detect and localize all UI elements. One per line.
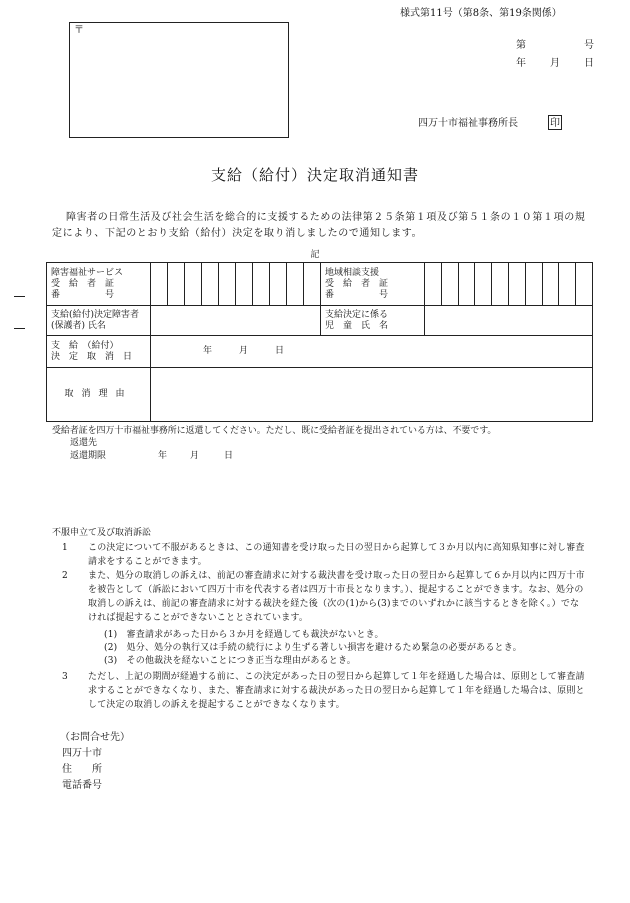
- appeal-heading: 不服申立て及び取消訴訟: [52, 528, 152, 538]
- label-line: 地域相談支援: [325, 267, 380, 278]
- contact-address-label: 住 所: [62, 764, 102, 775]
- intro-paragraph: 障害者の日常生活及び社会生活を総合的に支援するための法律第２５条第１項及び第５１条の１０第１項の規定により、下記のとおり支給（給付）決定を取り消しましたので通知します。: [52, 212, 586, 239]
- return-deadline-label: 返還期限: [70, 451, 107, 461]
- person-name-field[interactable]: [151, 306, 321, 336]
- document-title: 支給（給付）決定取消通知書: [210, 166, 419, 184]
- reason-field[interactable]: [151, 368, 593, 422]
- label-line: 支給決定に係る: [325, 309, 389, 320]
- recipient-number-field[interactable]: [151, 263, 321, 306]
- date-month: 月: [550, 58, 560, 69]
- date-day: 日: [584, 58, 594, 69]
- appeal-sub-item: (2) 処分、処分の執行又は手続の続行により生ずる著しい損害を避けるため緊急の必要があるとき。: [104, 643, 522, 653]
- contact-phone-label: 電話番号: [62, 780, 102, 791]
- ki-heading: 記: [310, 250, 320, 260]
- label-line: 障害福祉サービス: [51, 267, 124, 278]
- cancel-date-label: [47, 336, 151, 368]
- consult-number-label: [321, 263, 425, 306]
- label-line: 決 定 取 消 日: [51, 351, 133, 362]
- margin-mark: [14, 328, 25, 329]
- item-text: ただし、上記の期間が経過する前に、この決定があった日の翌日から起算して１年を経過した場合は、原則として審査請求することができなくなり、また、審査請求に対する裁決があった日の翌日から起算して１年を経過した場合は、原則として決定の取消しの訴えを提起することができなくなります。: [88, 672, 585, 710]
- contact-heading: （お問合せ先）: [60, 732, 130, 743]
- date-year: 年: [516, 58, 526, 69]
- postal-mark: 〒: [74, 25, 84, 36]
- label-line: 番 号: [325, 289, 389, 300]
- return-note: 受給者証を四万十市福祉事務所に返還してください。ただし、既に受給者証を提出されている方は、不要です。: [52, 426, 497, 436]
- seal-mark: 印: [548, 115, 562, 130]
- return-month: 月: [190, 451, 200, 461]
- appeal-sub-item: (3) その他裁決を経ないことにつき正当な理由があるとき。: [104, 656, 357, 666]
- doc-no-prefix: 第: [516, 40, 526, 51]
- child-name-field[interactable]: [425, 306, 593, 336]
- item-text: この決定について不服があるときは、この通知書を受け取った日の翌日から起算して３か月以内に高知県知事に対し審査請求をすることができます。: [88, 543, 585, 567]
- office-name: 四万十市福祉事務所長: [418, 118, 518, 129]
- contact-city: 四万十市: [62, 748, 102, 759]
- item-number: 2: [62, 571, 68, 581]
- label-line: 受 給 者 証: [51, 278, 115, 289]
- address-box: [69, 22, 289, 138]
- item-number: 3: [62, 672, 68, 682]
- cancel-date-field[interactable]: 年 月 日: [151, 336, 593, 368]
- label-line: 支 給 （給付）: [51, 340, 119, 351]
- return-destination: 返還先: [70, 438, 98, 448]
- child-name-label: [321, 306, 425, 336]
- return-year: 年: [158, 451, 168, 461]
- recipient-number-label: [47, 263, 151, 306]
- label-line: (保護者) 氏名: [51, 320, 106, 331]
- label-line: 支給(給付)決定障害者: [51, 309, 140, 320]
- person-name-label: [47, 306, 151, 336]
- reason-label: 取消理由: [47, 368, 151, 422]
- label-line: 児 童 氏 名: [325, 320, 389, 331]
- form-number: 様式第11号（第8条、第19条関係）: [400, 8, 562, 19]
- appeal-sub-item: (1) 審査請求があった日から３か月を経過しても裁決がないとき。: [104, 630, 384, 640]
- return-day: 日: [224, 451, 234, 461]
- margin-mark: [14, 296, 25, 297]
- item-text: また、処分の取消しの訴えは、前記の審査請求に対する裁決書を受け取った日の翌日から起算して６か月以内に四万十市を被告として（訴訟において四万十市を代表する者は四万十市長となります。）、提起することができます。なお、処分の取消しの訴えは、前記の審査請求に対する裁決を経た後（次の(1)から(3)までのいずれかに該当するときを除く。）でなければ提起することができないこととされています。: [88, 571, 585, 623]
- cancellation-table: [46, 262, 593, 422]
- consult-number-field[interactable]: [425, 263, 593, 306]
- doc-no-suffix: 号: [584, 40, 594, 51]
- label-line: 番 号: [51, 289, 115, 300]
- item-number: 1: [62, 543, 68, 553]
- label-line: 受 給 者 証: [325, 278, 389, 289]
